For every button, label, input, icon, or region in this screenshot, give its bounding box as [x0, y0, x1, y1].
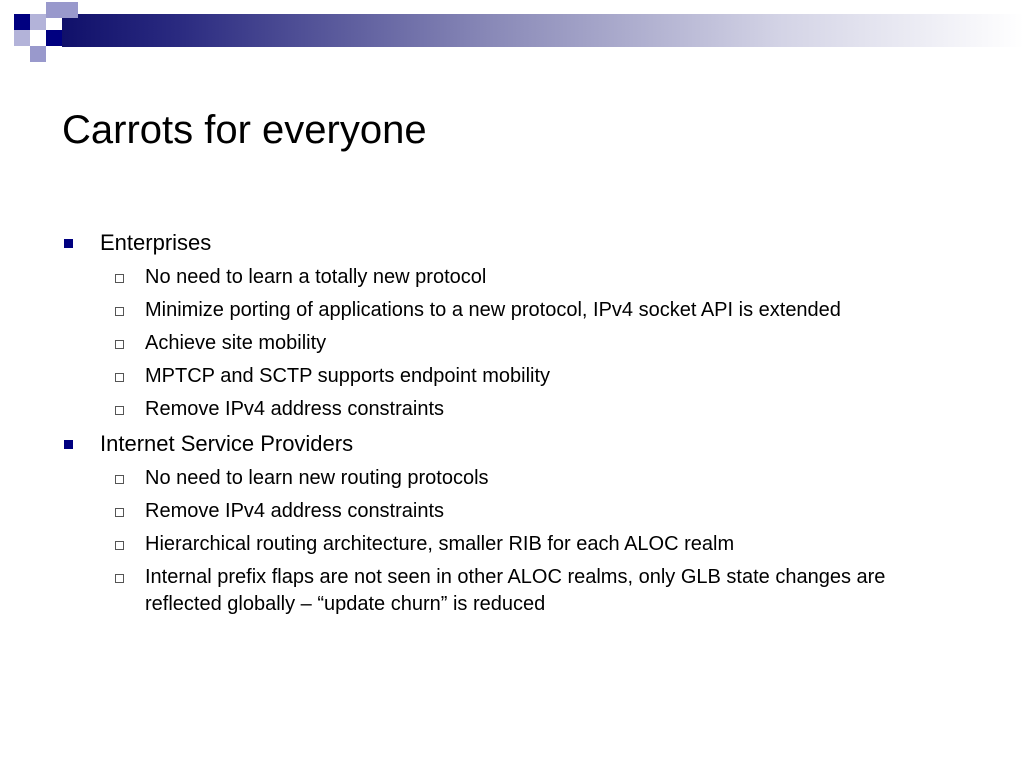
sub-bullet-text: Internal prefix flaps are not seen in other ALOC realms, only GLB state changes are reflected globally – “update churn” is reduced — [145, 566, 886, 615]
header-square-light — [30, 14, 46, 30]
hollow-square-bullet-icon — [115, 340, 124, 349]
slide-title: Carrots for everyone — [62, 108, 427, 152]
enterprises-sublist — [62, 264, 962, 423]
hollow-square-bullet-icon — [115, 307, 124, 316]
sub-bullet-text: Achieve site mobility — [145, 332, 327, 354]
header-square-navy — [14, 14, 30, 30]
header-square-navy-lower — [46, 30, 62, 46]
header-gradient-bar — [62, 14, 1024, 47]
sub-bullet-text: Hierarchical routing architecture, smaller RIB for each ALOC realm — [145, 533, 735, 555]
sub-bullet — [62, 564, 955, 618]
header-square-bottom — [30, 46, 46, 62]
sub-bullet — [62, 465, 955, 492]
hollow-square-bullet-icon — [115, 475, 124, 484]
header-square-lower-left — [14, 30, 30, 46]
sub-bullet — [62, 396, 955, 423]
hollow-square-bullet-icon — [115, 406, 124, 415]
sub-bullet — [62, 297, 955, 324]
bullet-heading: Internet Service Providers — [100, 431, 354, 456]
hollow-square-bullet-icon — [115, 508, 124, 517]
sub-bullet-text: No need to learn new routing protocols — [145, 467, 489, 489]
sub-bullet-text: Minimize porting of applications to a new protocol, IPv4 socket API is extended — [145, 299, 841, 321]
sub-bullet — [62, 498, 955, 525]
hollow-square-bullet-icon — [115, 274, 124, 283]
sub-bullet-text: No need to learn a totally new protocol — [145, 266, 487, 288]
header-square-top — [46, 2, 62, 18]
sub-bullet — [62, 264, 955, 291]
hollow-square-bullet-icon — [115, 541, 124, 550]
slide-content — [62, 228, 962, 624]
hollow-square-bullet-icon — [115, 373, 124, 382]
hollow-square-bullet-icon — [115, 574, 124, 583]
sub-bullet-text: Remove IPv4 address constraints — [145, 398, 445, 420]
sub-bullet — [62, 330, 955, 357]
sub-bullet-text: Remove IPv4 address constraints — [145, 500, 445, 522]
sub-bullet — [62, 363, 955, 390]
bullet-isps — [62, 429, 962, 459]
square-bullet-icon — [64, 440, 73, 449]
sub-bullet — [62, 531, 955, 558]
bullet-heading: Enterprises — [100, 230, 212, 255]
sub-bullet-text: MPTCP and SCTP supports endpoint mobility — [145, 365, 551, 387]
header-square-top-right — [62, 2, 78, 18]
bullet-enterprises — [62, 228, 962, 258]
isps-sublist — [62, 465, 962, 618]
square-bullet-icon — [64, 239, 73, 248]
